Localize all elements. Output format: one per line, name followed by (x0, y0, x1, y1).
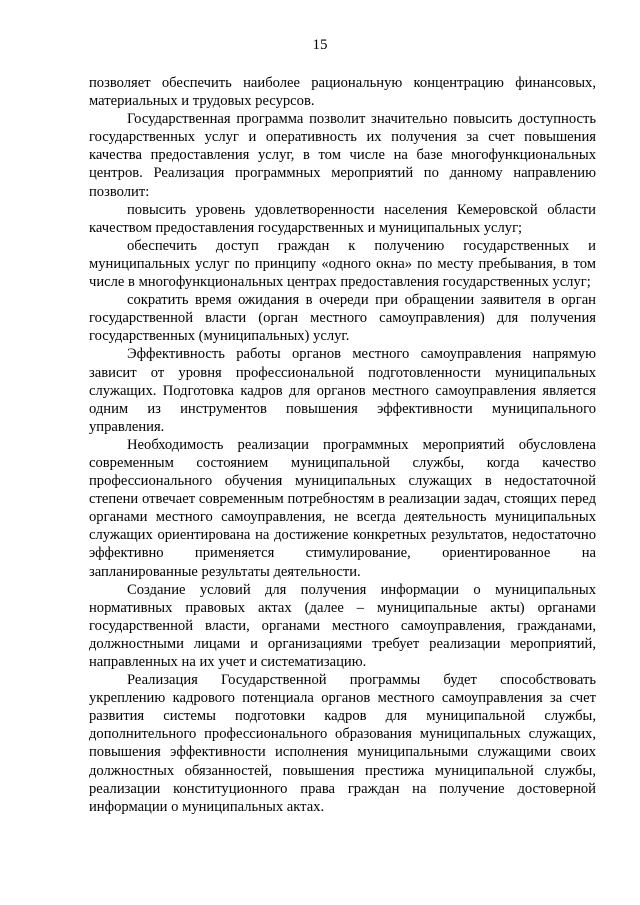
paragraph-2: Государственная программа позволит значительно повысить доступность государственных услуг и оперативность их получения за счет повышения качества предоставления услуг, в том числе на базе многофункциональных центров. Реализация программных мероприятий по данному направлению позволит: (89, 111, 596, 200)
paragraph-4: обеспечить доступ граждан к получению государственных и муниципальных услуг по принципу «одного окна» по месту пребывания, в том числе в многофункциональных центрах предоставления государственных услуг; (89, 237, 596, 291)
body-text (89, 74, 596, 816)
paragraph-9: Реализация Государственной программы будет способствовать укреплению кадрового потенциала органов местного самоуправления за счет развития системы подготовки кадров для муниципальной службы, дополнительного профессионального образования муниципальных служащих, повышения эффективности исполнения муниципальными служащими своих должностных обязанностей, повышения престижа муниципальной службы, реализации конституционного права граждан на получение достоверной информации о муниципальных актах. (89, 672, 596, 815)
paragraph-1: позволяет обеспечить наиболее рациональную концентрацию финансовых, материальных и трудовых ресурсов. (89, 75, 596, 110)
paragraph-6: Эффективность работы органов местного самоуправления напрямую зависит от уровня профессиональной подготовленности муниципальных служащих. Подготовка кадров для органов местного самоуправления является одним из инструментов повышения эффективности муниципального управления. (89, 346, 596, 435)
paragraph-7: Необходимость реализации программных мероприятий обусловлена современным состоянием муниципальной службы, когда качество профессионального обучения муниципальных служащих в недостаточной степени отвечает современным потребностям в реализации задач, стоящих перед органами местного самоуправления, не всегда деятельность муниципальных служащих ориентирована на достижение конкретных результатов, недостаточно эффективно применяется стимулирование, ориентированное на запланированные результаты деятельности. (89, 436, 596, 580)
paragraph-3: повысить уровень удовлетворенности населения Кемеровской области качеством предоставления государственных и муниципальных услуг; (89, 201, 596, 236)
paragraph-8: Создание условий для получения информации о муниципальных нормативных правовых актах (далее – муниципальные акты) органами государственной власти, органами местного самоуправления, гражданами, должностными лицами и организациями требует реализации мероприятий, направленных на их учет и систематизацию. (89, 581, 596, 670)
paragraph-5: сократить время ожидания в очереди при обращении заявителя в орган государственной власти (орган местного самоуправления) для получения государственных (муниципальных) услуг. (89, 292, 596, 345)
page-number: 15 (312, 37, 328, 53)
